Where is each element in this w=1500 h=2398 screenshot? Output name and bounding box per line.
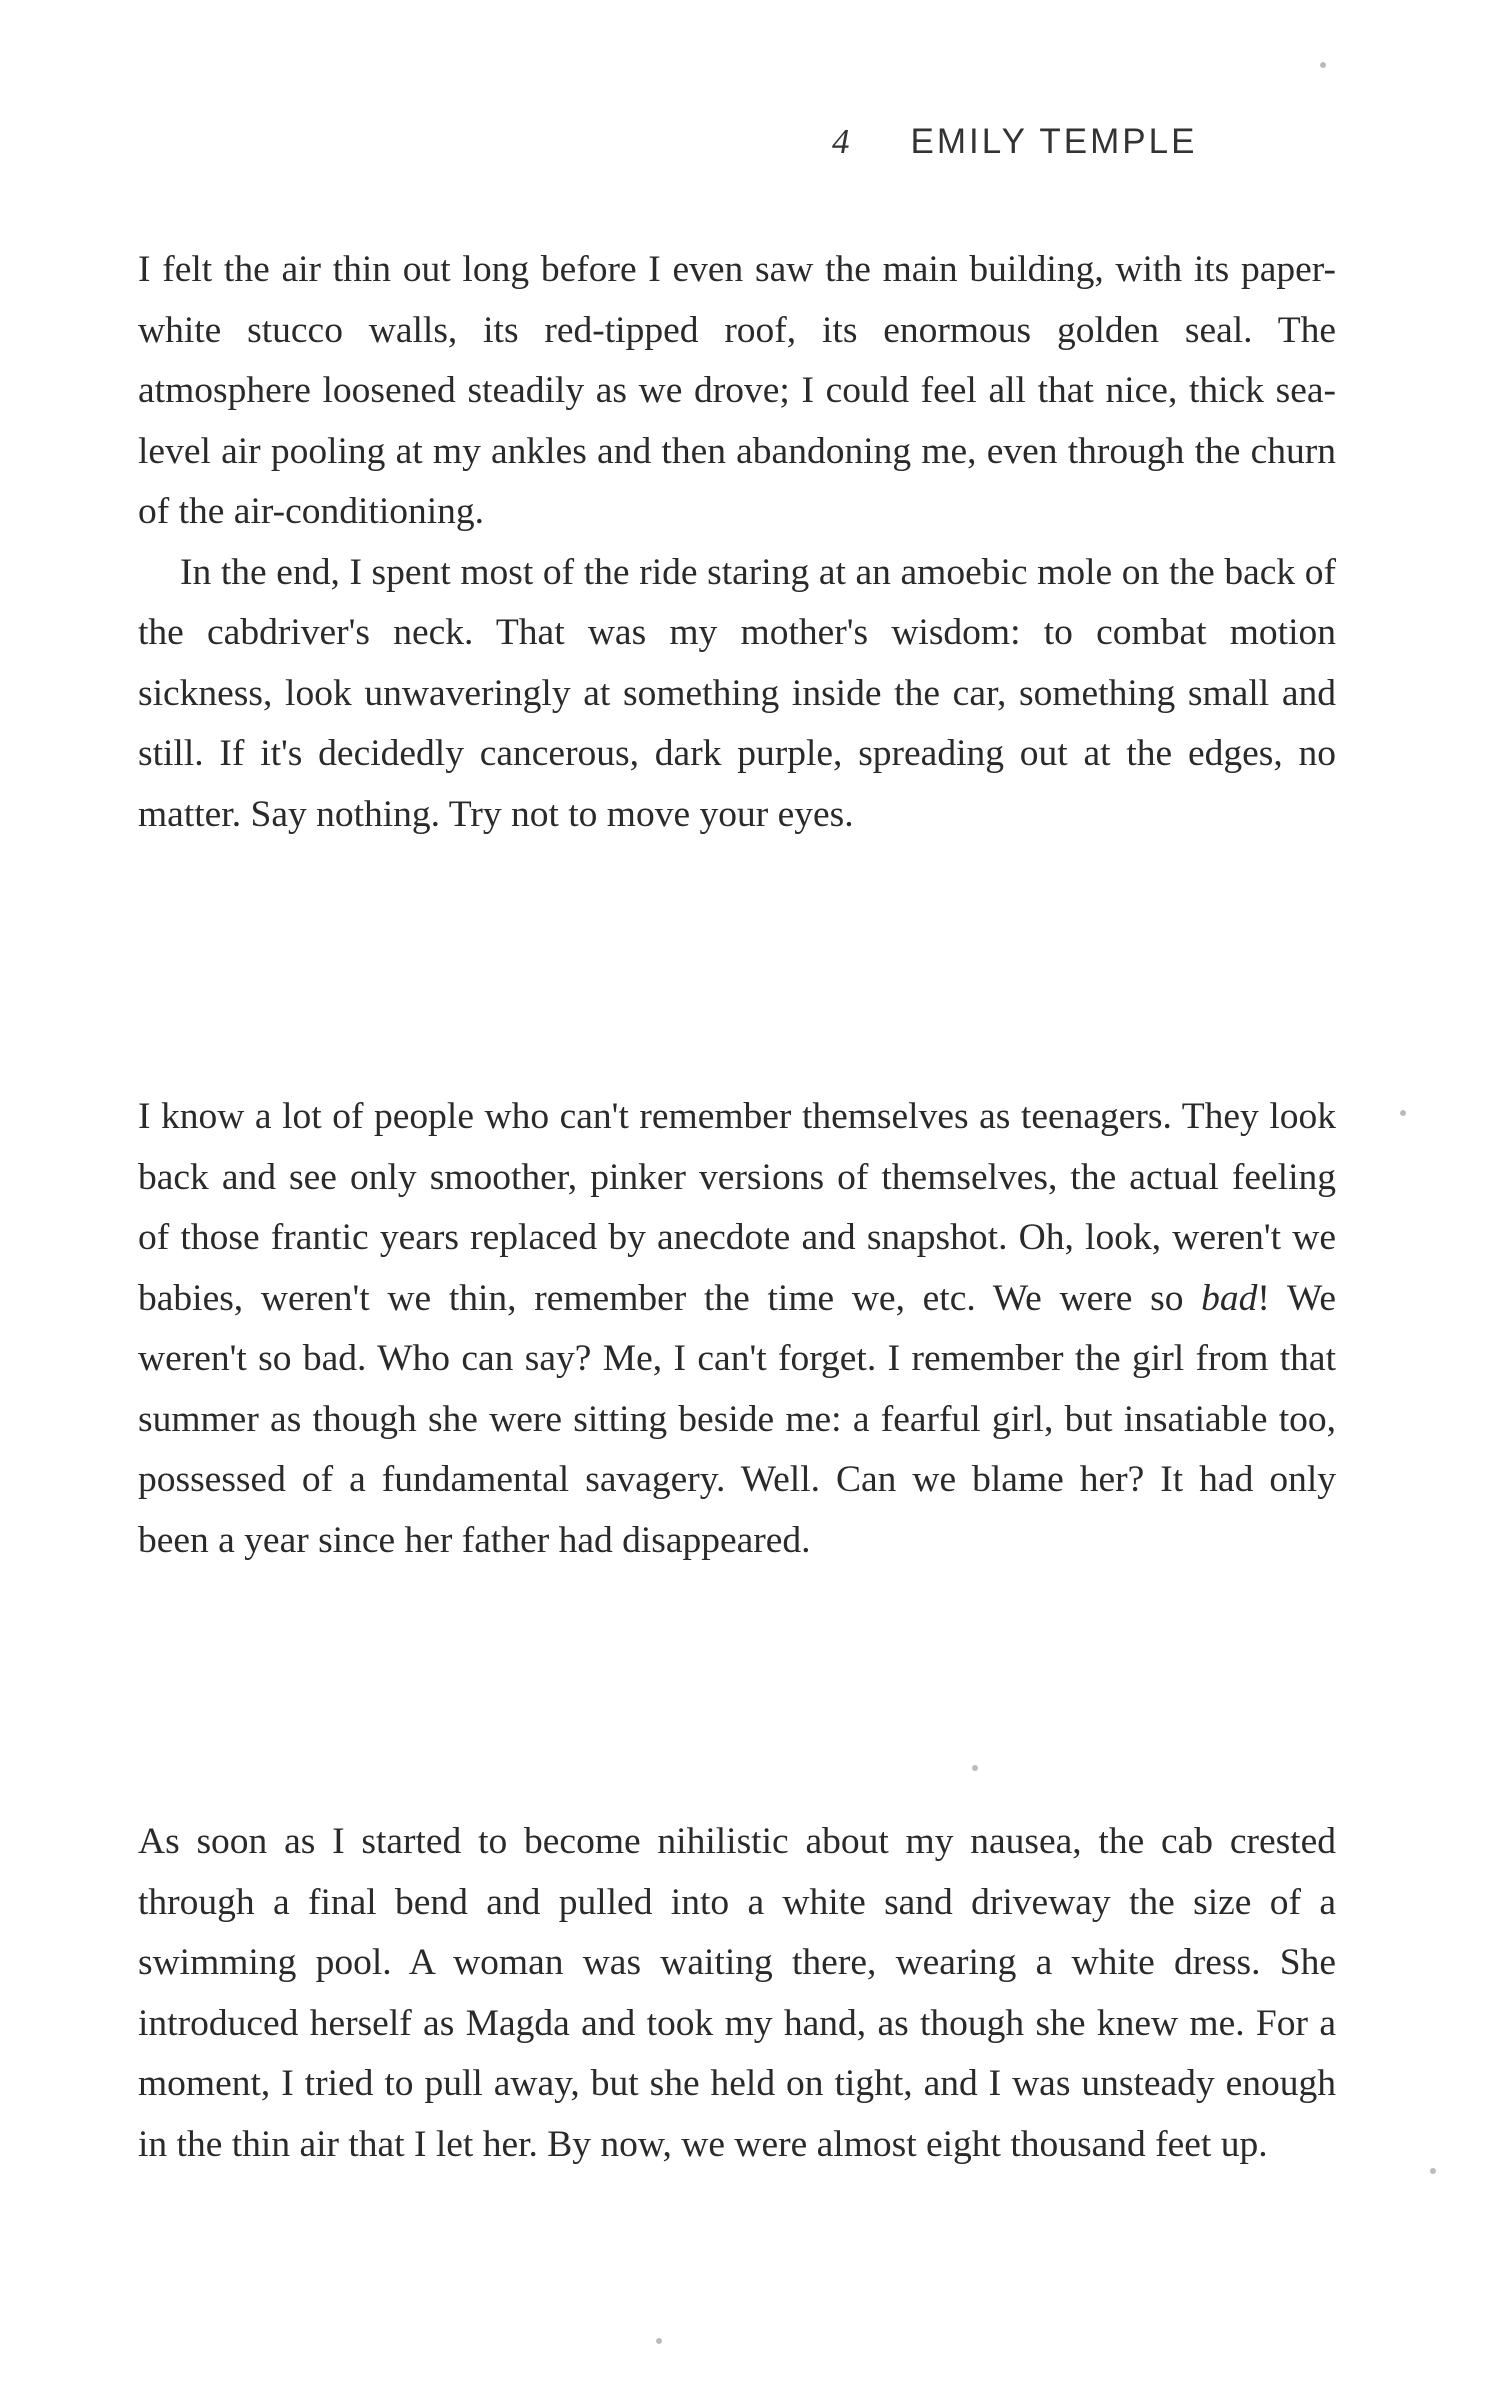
text-section-3	[138, 1812, 1336, 2175]
scan-speck	[1320, 62, 1326, 68]
scan-speck	[1400, 1110, 1406, 1116]
running-header	[832, 122, 1197, 162]
text-section-1	[138, 240, 1336, 845]
scan-speck	[972, 1765, 978, 1771]
paragraph: As soon as I started to become nihilistic about my nausea, the cab crested through a final bend and pulled into a white sand driveway the size of a swimming pool. A woman was waiting there, wearing a white dress. She introduced herself as Magda and took my hand, as though she knew me. For a moment, I tried to pull away, but she held on tight, and I was unsteady enough in the thin air that I let her. By now, we were almost eight thousand feet up.	[138, 1821, 1336, 2165]
page-number: 4	[832, 122, 853, 161]
paragraph	[138, 1087, 1336, 1571]
scan-speck	[1430, 2168, 1436, 2174]
author-name: EMILY TEMPLE	[910, 122, 1198, 161]
emphasized-word: bad	[1201, 1277, 1258, 1319]
paragraph-text: I know a lot of people who can't remember themselves as teenagers. They look back and see only smoother, pinker versions of themselves, the actual feeling of those frantic years replaced by anecdote and snapshot. Oh, look, weren't we babies, weren't we thin, remember the time we, etc. We were so	[138, 1096, 1336, 1319]
paragraph: I felt the air thin out long before I even saw the main building, with its paper-white stucco walls, its red-tipped roof, its enormous golden seal. The atmosphere loosened steadily as we drove; I could feel all that nice, thick sea-level air pooling at my ankles and then abandoning me, even through the churn of the air-conditioning.	[138, 249, 1336, 532]
scan-speck	[656, 2338, 662, 2344]
text-section-2	[138, 1087, 1336, 1571]
paragraph: In the end, I spent most of the ride staring at an amoebic mole on the back of the cabdriver's neck. That was my mother's wisdom: to combat motion sickness, look unwaveringly at something inside the car, something small and still. If it's decidedly cancerous, dark purple, spreading out at the edges, no matter. Say nothing. Try not to move your eyes.	[138, 551, 1336, 835]
paragraph-text: ! We weren't so bad. Who can say? Me, I can't forget. I remember the girl from that summer as though she were sitting beside me: a fearful girl, but insatiable too, possessed of a fundamental savagery. Well. Can we blame her? It had only been a year since her father had disappeared.	[138, 1277, 1336, 1561]
